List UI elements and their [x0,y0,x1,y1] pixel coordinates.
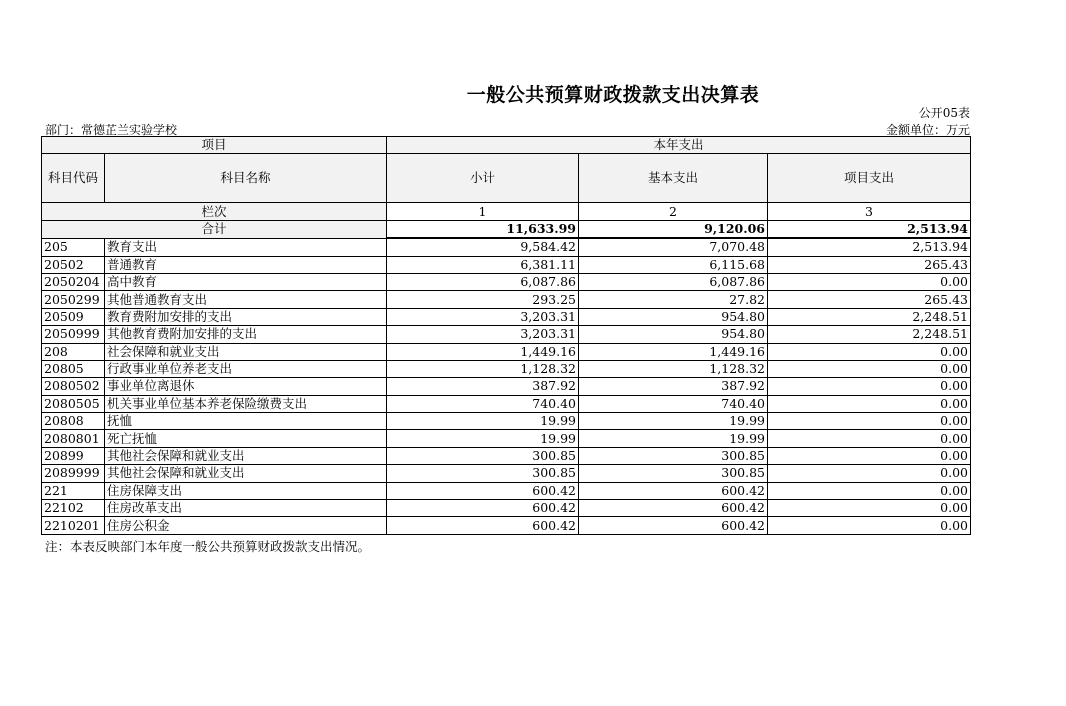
row-code: 20808 [42,413,105,430]
row-basic: 300.85 [579,465,768,482]
row-name: 行政事业单位养老支出 [105,360,387,377]
row-project: 0.00 [768,482,971,499]
column-number-1: 1 [387,203,579,220]
row-basic: 740.40 [579,395,768,412]
total-label: 合计 [42,220,387,238]
row-basic: 1,128.32 [579,360,768,377]
row-name: 住房保障支出 [105,482,387,499]
expenditure-table [41,136,971,535]
header-subtotal: 小计 [387,154,579,203]
column-number-3: 3 [768,203,971,220]
header-name: 科目名称 [105,154,387,203]
row-subtotal: 600.42 [387,517,579,534]
table-row [42,430,971,447]
row-name: 住房改革支出 [105,500,387,517]
total-project: 2,513.94 [768,220,971,238]
total-subtotal: 11,633.99 [387,220,579,238]
row-code: 20509 [42,308,105,325]
table-row [42,273,971,290]
row-code: 2089999 [42,465,105,482]
row-code: 20805 [42,360,105,377]
row-project: 0.00 [768,395,971,412]
row-project: 2,513.94 [768,238,971,256]
row-name: 教育支出 [105,238,387,256]
row-project: 2,248.51 [768,326,971,343]
row-subtotal: 740.40 [387,395,579,412]
row-project: 0.00 [768,378,971,395]
row-name: 其他社会保障和就业支出 [105,447,387,464]
row-name: 住房公积金 [105,517,387,534]
row-code: 2050204 [42,273,105,290]
table-row [42,360,971,377]
row-subtotal: 300.85 [387,447,579,464]
table-row [42,482,971,499]
row-subtotal: 300.85 [387,465,579,482]
table-row [42,326,971,343]
row-project: 0.00 [768,273,971,290]
row-basic: 19.99 [579,413,768,430]
table-row [42,517,971,534]
row-basic: 600.42 [579,500,768,517]
row-code: 208 [42,343,105,360]
column-number-label: 栏次 [42,203,387,220]
row-basic: 19.99 [579,430,768,447]
row-project: 0.00 [768,360,971,377]
row-basic: 387.92 [579,378,768,395]
row-project: 0.00 [768,343,971,360]
row-basic: 600.42 [579,482,768,499]
row-code: 2210201 [42,517,105,534]
row-project: 0.00 [768,447,971,464]
row-code: 20502 [42,256,105,273]
row-subtotal: 293.25 [387,291,579,308]
table-row [42,308,971,325]
row-code: 22102 [42,500,105,517]
row-subtotal: 387.92 [387,378,579,395]
row-name: 抚恤 [105,413,387,430]
table-row [42,256,971,273]
row-basic: 600.42 [579,517,768,534]
row-subtotal: 600.42 [387,500,579,517]
row-subtotal: 600.42 [387,482,579,499]
row-name: 机关事业单位基本养老保险缴费支出 [105,395,387,412]
header-basic: 基本支出 [579,154,768,203]
amount-unit-label: 金额单位：万元 [885,123,970,137]
table-row [42,447,971,464]
report-title: 一般公共预算财政拨款支出决算表 [466,84,760,106]
row-code: 221 [42,482,105,499]
total-basic: 9,120.06 [579,220,768,238]
row-project: 0.00 [768,430,971,447]
header-project: 项目支出 [768,154,971,203]
row-project: 0.00 [768,465,971,482]
row-name: 社会保障和就业支出 [105,343,387,360]
row-name: 死亡抚恤 [105,430,387,447]
footnote: 注：本表反映部门本年度一般公共预算财政拨款支出情况。 [45,539,371,554]
row-subtotal: 6,087.86 [387,273,579,290]
table-row [42,500,971,517]
row-project: 2,248.51 [768,308,971,325]
row-code: 2080505 [42,395,105,412]
row-code: 2050299 [42,291,105,308]
row-code: 2080801 [42,430,105,447]
row-code: 2080502 [42,378,105,395]
total-row [42,220,971,238]
header-row-2 [42,154,971,203]
row-subtotal: 19.99 [387,430,579,447]
table-row [42,238,971,256]
row-subtotal: 9,584.42 [387,238,579,256]
row-name: 普通教育 [105,256,387,273]
column-number-row [42,203,971,220]
row-name: 教育费附加安排的支出 [105,308,387,325]
table-row [42,395,971,412]
department-label: 部门：常德芷兰实验学校 [45,123,178,137]
row-name: 事业单位离退休 [105,378,387,395]
row-subtotal: 1,128.32 [387,360,579,377]
row-subtotal: 3,203.31 [387,308,579,325]
table-row [42,291,971,308]
table-row [42,343,971,360]
row-project: 0.00 [768,500,971,517]
header-code: 科目代码 [42,154,105,203]
row-project: 265.43 [768,291,971,308]
row-basic: 300.85 [579,447,768,464]
row-name: 其他教育费附加安排的支出 [105,326,387,343]
row-project: 0.00 [768,517,971,534]
row-subtotal: 3,203.31 [387,326,579,343]
column-number-2: 2 [579,203,768,220]
row-subtotal: 6,381.11 [387,256,579,273]
row-basic: 954.80 [579,326,768,343]
row-code: 205 [42,238,105,256]
table-row [42,413,971,430]
row-basic: 1,449.16 [579,343,768,360]
form-number: 公开05表 [918,106,970,120]
row-basic: 27.82 [579,291,768,308]
row-name: 其他普通教育支出 [105,291,387,308]
row-name: 高中教育 [105,273,387,290]
row-basic: 954.80 [579,308,768,325]
header-row-1 [42,137,971,154]
header-item: 项目 [42,137,387,154]
row-basic: 7,070.48 [579,238,768,256]
row-project: 0.00 [768,413,971,430]
header-current-year: 本年支出 [387,137,971,154]
row-code: 20899 [42,447,105,464]
row-subtotal: 19.99 [387,413,579,430]
table-row [42,378,971,395]
row-subtotal: 1,449.16 [387,343,579,360]
table-row [42,465,971,482]
row-project: 265.43 [768,256,971,273]
row-basic: 6,115.68 [579,256,768,273]
row-code: 2050999 [42,326,105,343]
row-name: 其他社会保障和就业支出 [105,465,387,482]
row-basic: 6,087.86 [579,273,768,290]
